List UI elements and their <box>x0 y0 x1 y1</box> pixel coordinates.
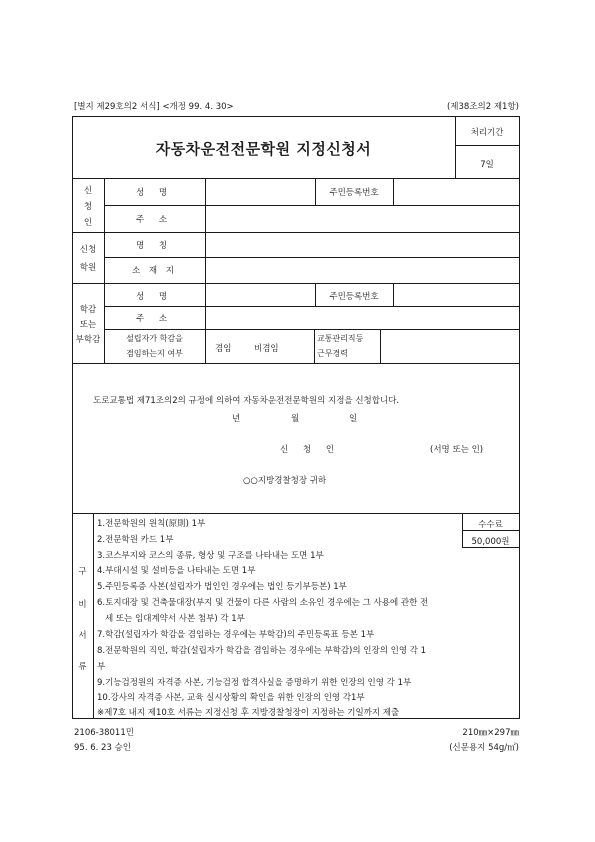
document-item: 9.기능검정원의 자격증 사본, 기능검정 합격사실을 증명하기 위한 인장의 인영 각 1부 <box>97 678 412 688</box>
paper-type: (신문용지 54g/㎡) <box>449 743 519 753</box>
career-label-line1: 교통관리직등 <box>317 334 364 343</box>
document-item: 5.주민등록증 사본(설립자가 법인인 경우에는 법인 등기부등본) 1부 <box>97 582 347 592</box>
concurrent-label-line2: 겸임하는지 여부 <box>126 349 183 358</box>
processing-period-label: 처리기간 <box>470 128 504 138</box>
career-field[interactable] <box>381 340 519 354</box>
academy-location-field[interactable] <box>205 264 519 276</box>
academy-label-1: 신청 <box>79 245 97 255</box>
supervisor-address-label: 주 소 <box>135 314 174 324</box>
supervisor-name-label: 성 명 <box>135 292 174 302</box>
concurrent-option-yes[interactable]: 겸임 <box>215 344 232 354</box>
documents-label-3: 서 <box>78 631 87 641</box>
recipient: ○○지방경찰청장 귀하 <box>243 476 327 486</box>
documents-label-1: 구 <box>78 567 87 577</box>
applicant-label-2: 청 <box>83 202 93 212</box>
documents-label-2: 비 <box>78 600 87 610</box>
academy-name-label: 명 칭 <box>135 241 174 251</box>
academy-name-field[interactable] <box>205 239 519 251</box>
document-item: 8.전문학원의 직인, 학감(설립자가 학감을 겸임하는 경우에는 부학감)의 인장의 인영 각 1 <box>97 646 427 656</box>
signature-note: (서명 또는 인) <box>430 445 484 455</box>
form-reference: [별지 제29호의2 서식] <개정 99. 4. 30> <box>74 102 234 112</box>
supervisor-label-2: 또는 <box>79 320 97 330</box>
date-month-label: 월 <box>291 414 300 424</box>
applicant-address-label: 주 소 <box>135 215 174 225</box>
supervisor-rrn-label: 주민등록번호 <box>329 292 379 302</box>
date-day-label: 일 <box>349 414 358 424</box>
processing-period-value: 7일 <box>480 160 494 170</box>
document-item: 6.토지대장 및 건축물대장(부지 및 건물이 다른 사람의 소유인 경우에는 그 사용에 관한 전 <box>97 598 429 608</box>
applicant-rrn-field[interactable] <box>393 186 519 198</box>
academy-location-label: 소 재 지 <box>131 266 178 276</box>
fee-label: 수수료 <box>478 520 503 530</box>
document-item: 세 또는 임대계약서 사본 첨부) 각 1부 <box>105 614 245 624</box>
concurrent-option-no[interactable]: 비겸임 <box>254 344 279 354</box>
date-year-label: 년 <box>232 414 241 424</box>
document-item: 2.전문학원 카드 1부 <box>97 535 174 545</box>
form-title: 자동차운전전문학원 지정신청서 <box>155 140 372 158</box>
supervisor-name-field[interactable] <box>205 290 315 302</box>
fee-value: 50,000원 <box>471 537 510 547</box>
document-item: ※제7호 내지 제10호 서류는 지정신청 후 지방경찰청장이 지정하는 기일까지 제출 <box>97 708 400 718</box>
applicant-rrn-label: 주민등록번호 <box>329 188 379 198</box>
document-item: 7.학감(설립자가 학감을 겸임하는 경우에는 부학감)의 주민등록표 등본 1부 <box>97 630 375 640</box>
supervisor-label-3: 부학감 <box>75 335 101 345</box>
signer-label: 신 청 인 <box>280 445 341 455</box>
academy-label-2: 학원 <box>79 263 97 273</box>
paper-size: 210㎜×297㎜ <box>462 728 519 738</box>
approval-date: 95. 6. 23 승인 <box>74 743 131 753</box>
article-reference: (제38조의2 제1항) <box>446 102 519 112</box>
applicant-name-field[interactable] <box>205 186 315 198</box>
form-code: 2106-38011민 <box>74 728 134 738</box>
document-item: 3.코스부지와 코스의 종류, 형상 및 구조를 나타내는 도면 1부 <box>97 551 324 561</box>
concurrent-label-line1: 설립자가 학감을 <box>126 334 183 343</box>
declaration-statement: 도로교통법 제71조의2의 규정에 의하여 자동차운전전문학원의 지정을 신청합니다. <box>93 396 400 406</box>
document-item: 10.강사의 자격증 사본, 교육 실시상황의 확인을 위한 인장의 인영 각1부 <box>97 693 365 703</box>
supervisor-rrn-field[interactable] <box>393 290 519 302</box>
applicant-label-1: 신 <box>83 186 93 196</box>
supervisor-label-1: 학감 <box>79 305 97 315</box>
document-item: 부 <box>97 662 106 672</box>
document-item: 4.부대시설 및 설비등을 나타내는 도면 1부 <box>97 566 256 576</box>
supervisor-address-field[interactable] <box>205 312 519 324</box>
document-item: 1.전문학원의 원칙(原則) 1부 <box>97 519 206 529</box>
applicant-address-field[interactable] <box>205 213 519 225</box>
applicant-label-3: 인 <box>83 218 93 228</box>
career-label-line2: 근무경력 <box>317 349 348 358</box>
applicant-name-label: 성 명 <box>135 188 174 198</box>
documents-label-4: 류 <box>78 662 87 672</box>
